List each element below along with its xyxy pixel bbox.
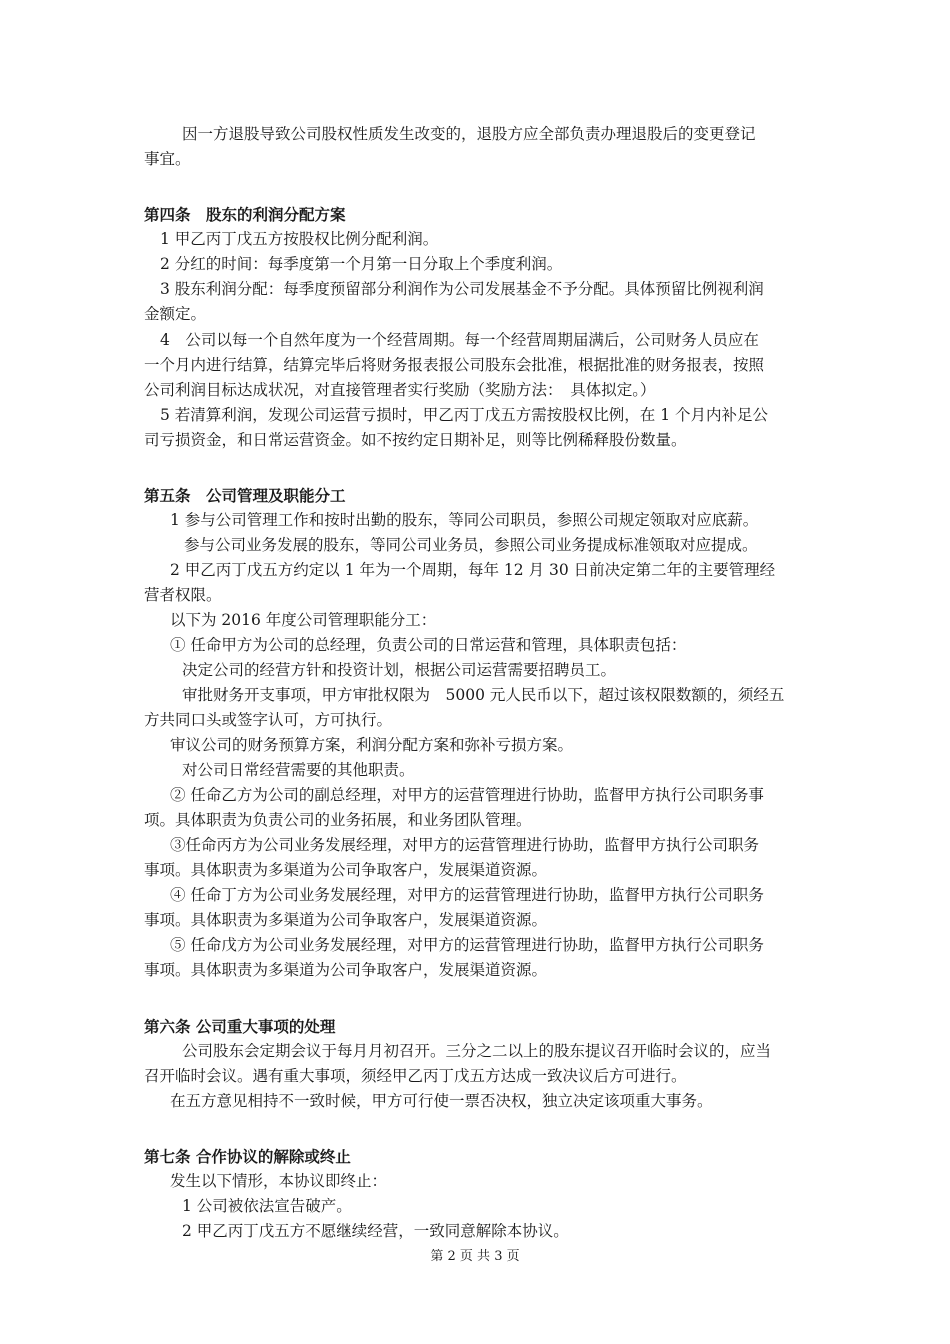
paragraph-line: 公司利润目标达成状况，对直接管理者实行奖励（奖励方法： 具体拟定。） [144, 381, 656, 399]
paragraph-line: 事宜。 [144, 150, 191, 168]
paragraph-line: 2 甲乙丙丁戊五方约定以 1 年为一个周期，每年 12 月 30 日前决定第二年的主要管理经 [170, 561, 776, 579]
paragraph-line: 1 公司被依法宣告破产。 [182, 1197, 352, 1215]
paragraph-line: ⑤ 任命戊方为公司业务发展经理，对甲方的运营管理进行协助，监督甲方执行公司职务 [170, 936, 764, 954]
paragraph-line: 召开临时会议。遇有重大事项，须经甲乙丙丁戊五方达成一致决议后方可进行。 [144, 1067, 687, 1085]
paragraph-line: 营者权限。 [144, 586, 222, 604]
paragraph-line: 一个月内进行结算，结算完毕后将财务报表报公司股东会批准，根据批准的财务报表，按照 [144, 356, 765, 374]
paragraph-line: 方共同口头或签字认可，方可执行。 [144, 711, 393, 729]
paragraph-line: 参与公司业务发展的股东，等同公司业务员，参照公司业务提成标准领取对应提成。 [184, 536, 758, 554]
paragraph-line: 因一方退股导致公司股权性质发生改变的，退股方应全部负责办理退股后的变更登记 [182, 125, 756, 143]
paragraph-line: 审批财务开支事项，甲方审批权限为 5000 元人民币以下，超过该权限数额的，须经五 [182, 686, 785, 704]
paragraph-line: 对公司日常经营需要的其他职责。 [182, 761, 415, 779]
paragraph-line: ① 任命甲方为公司的总经理，负责公司的日常运营和管理，具体职责包括： [170, 636, 687, 654]
paragraph-line: ④ 任命丁方为公司业务发展经理，对甲方的运营管理进行协助，监督甲方执行公司职务 [170, 886, 764, 904]
paragraph-line: 2 分红的时间：每季度第一个月第一日分取上个季度利润。 [160, 255, 563, 273]
paragraph-line: 4 公司以每一个自然年度为一个经营周期。每一个经营周期届满后，公司财务人员应在 [160, 331, 759, 349]
paragraph-line: 1 参与公司管理工作和按时出勤的股东，等同公司职员，参照公司规定领取对应底薪。 [170, 511, 759, 529]
paragraph-line: ② 任命乙方为公司的副总经理，对甲方的运营管理进行协助，监督甲方执行公司职务事 [170, 786, 764, 804]
section-heading-5: 第五条 公司管理及职能分工 [144, 486, 346, 505]
paragraph-line: 1 甲乙丙丁戊五方按股权比例分配利润。 [160, 230, 439, 248]
paragraph-line: ③任命丙方为公司业务发展经理，对甲方的运营管理进行协助，监督甲方执行公司职务 [170, 836, 760, 854]
paragraph-line: 5 若清算利润，发现公司运营亏损时，甲乙丙丁戊五方需按股权比例，在 1 个月内补足公 [160, 406, 769, 424]
paragraph-line: 金额定。 [144, 305, 207, 323]
paragraph-line: 事项。具体职责为多渠道为公司争取客户，发展渠道资源。 [144, 961, 548, 979]
section-heading-4: 第四条 股东的利润分配方案 [144, 205, 346, 224]
page-number-footer: 第 2 页 共 3 页 [430, 1249, 520, 1264]
paragraph-line: 事项。具体职责为多渠道为公司争取客户，发展渠道资源。 [144, 911, 548, 929]
paragraph-line: 决定公司的经营方针和投资计划，根据公司运营需要招聘员工。 [182, 661, 617, 679]
paragraph-line: 审议公司的财务预算方案，利润分配方案和弥补亏损方案。 [170, 736, 574, 754]
paragraph-line: 项。具体职责为负责公司的业务拓展，和业务团队管理。 [144, 811, 532, 829]
paragraph-line: 以下为 2016 年度公司管理职能分工： [170, 611, 437, 629]
paragraph-line: 3 股东利润分配：每季度预留部分利润作为公司发展基金不予分配。具体预留比例视利润 [160, 280, 764, 298]
paragraph-line: 司亏损资金，和日常运营资金。如不按约定日期补足，则等比例稀释股份数量。 [144, 431, 687, 449]
paragraph-line: 2 甲乙丙丁戊五方不愿继续经营，一致同意解除本协议。 [182, 1222, 569, 1240]
paragraph-line: 公司股东会定期会议于每月月初召开。三分之二以上的股东提议召开临时会议的，应当 [182, 1042, 772, 1060]
section-heading-7: 第七条 合作协议的解除或终止 [144, 1147, 351, 1166]
section-heading-6: 第六条 公司重大事项的处理 [144, 1017, 336, 1036]
paragraph-line: 事项。具体职责为多渠道为公司争取客户，发展渠道资源。 [144, 861, 548, 879]
paragraph-line: 在五方意见相持不一致时候，甲方可行使一票否决权，独立决定该项重大事务。 [170, 1092, 713, 1110]
paragraph-line: 发生以下情形，本协议即终止： [170, 1172, 388, 1190]
